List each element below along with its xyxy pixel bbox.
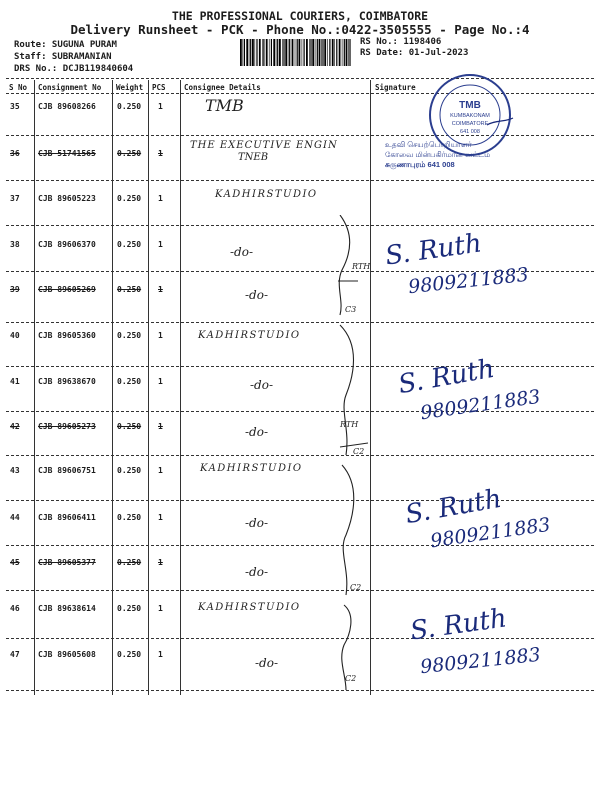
- barcode-bar: [344, 39, 345, 66]
- barcode-bar: [263, 39, 264, 66]
- barcode-bar: [249, 39, 250, 66]
- row-pcs: 1: [158, 194, 163, 203]
- handwritten-ditto: -do-: [230, 245, 254, 259]
- barcode-bar: [255, 39, 256, 66]
- barcode-bar: [250, 39, 251, 66]
- row-sno: 43: [10, 466, 20, 475]
- barcode-bar: [295, 39, 296, 66]
- barcode-bar: [279, 39, 281, 66]
- seal-city: COIMBATORE: [451, 121, 489, 127]
- row-weight: 0.250: [117, 377, 142, 386]
- col-divider: [34, 80, 35, 695]
- barcode-bar: [266, 39, 268, 66]
- row-sno: 35: [10, 102, 20, 111]
- barcode-bar: [346, 39, 348, 66]
- signature-name: S. Ruth: [403, 483, 504, 531]
- row-sno: 44: [10, 513, 20, 522]
- barcode-bar: [327, 39, 328, 66]
- signature-phone: 9809211883: [419, 385, 542, 425]
- barcode-bar: [282, 39, 283, 66]
- seal-branch: KUMBAKONAM: [450, 113, 490, 119]
- row-weight: 0.250: [117, 650, 142, 659]
- row-weight: 0.250: [117, 149, 142, 158]
- barcode-bar: [256, 39, 257, 66]
- barcode-bar: [289, 39, 290, 66]
- barcode-bar: [319, 39, 321, 66]
- row-separator: [6, 638, 594, 639]
- row-sno: 36: [10, 149, 20, 158]
- row-consignment-no: CJB 89606751: [38, 466, 96, 475]
- row-weight: 0.250: [117, 466, 142, 475]
- row-weight: 0.250: [117, 285, 142, 294]
- barcode-bar: [321, 39, 322, 66]
- row-sno: 45: [10, 558, 20, 567]
- barcode-bar: [349, 39, 350, 66]
- row-sno: 46: [10, 604, 20, 613]
- handwritten-consignee: KADHIRSTUDIO: [200, 463, 303, 474]
- row-consignment-no: CJB 89638670: [38, 377, 96, 386]
- row-consignment-no: CJB 89608266: [38, 102, 96, 111]
- col-signature: Signature: [375, 83, 416, 92]
- barcode-bar: [324, 39, 326, 66]
- barcode-bar: [329, 39, 330, 66]
- barcode-bar: [306, 39, 308, 66]
- handwritten-ditto: -do-: [245, 565, 269, 579]
- signature-phone: 9809211883: [407, 263, 530, 299]
- row-weight: 0.250: [117, 558, 142, 567]
- barcode-bar: [243, 39, 244, 66]
- tneb-stamp: [385, 140, 535, 170]
- handwritten-c2: C2: [350, 583, 362, 592]
- row-separator: [6, 455, 594, 456]
- col-divider: [148, 80, 149, 695]
- barcode-bar: [302, 39, 303, 66]
- row-consignment-no: CJB 89605223: [38, 194, 96, 203]
- barcode-bar: [246, 39, 248, 66]
- handwritten-c2: C2: [353, 447, 365, 456]
- row-consignment-no: CJB 51741565: [38, 149, 96, 158]
- barcode-bar: [322, 39, 323, 66]
- row-consignment-no: CJB 89605608: [38, 650, 96, 659]
- row-sno: 38: [10, 240, 20, 249]
- barcode-bar: [334, 39, 335, 66]
- rs-date: RS Date: 01-Jul-2023: [360, 48, 469, 58]
- route-label: Route: SUGUNA PURAM: [14, 40, 117, 50]
- col-pcs: PCS: [152, 83, 166, 92]
- row-weight: 0.250: [117, 194, 142, 203]
- row-pcs: 1: [158, 149, 163, 158]
- row-sno: 37: [10, 194, 20, 203]
- barcode-bar: [309, 39, 310, 66]
- handwritten-rth: RTH: [340, 420, 359, 429]
- row-consignment-no: CJB 89605269: [38, 285, 96, 294]
- handwritten-consignee: TMB: [205, 96, 244, 115]
- row-consignment-no: CJB 89606411: [38, 513, 96, 522]
- row-weight: 0.250: [117, 102, 142, 111]
- signature-name: S. Ruth: [383, 228, 484, 272]
- handwritten-ditto: -do-: [245, 288, 269, 302]
- company-title: THE PROFESSIONAL COURIERS, COIMBATORE: [171, 9, 429, 23]
- rs-number: RS No.: 1198406: [360, 37, 442, 47]
- row-weight: 0.250: [117, 513, 142, 522]
- barcode-bar: [269, 39, 270, 66]
- col-sno: S No: [9, 83, 28, 92]
- col-consignment: Consignment No: [38, 83, 102, 92]
- row-pcs: 1: [158, 422, 163, 431]
- barcode-bar: [310, 39, 311, 66]
- col-divider: [180, 80, 181, 695]
- signature-phone: 9809211883: [429, 513, 552, 553]
- tneb-stamp-line: கோவை மின்பகிர்மான வட்டம்: [385, 150, 491, 159]
- col-divider: [112, 80, 113, 695]
- staff-label: Staff: SUBRAMANIAN: [14, 52, 112, 62]
- barcode-bar: [252, 39, 254, 66]
- seal-tmb: TMB: [459, 100, 481, 111]
- row-separator: [6, 590, 594, 591]
- row-pcs: 1: [158, 377, 163, 386]
- handwritten-ditto: -do-: [255, 656, 279, 670]
- row-pcs: 1: [158, 650, 163, 659]
- barcode-bar: [273, 39, 275, 66]
- barcode-bar: [277, 39, 278, 66]
- handwritten-ditto: -do-: [250, 378, 274, 392]
- row-separator: [6, 180, 594, 181]
- barcode-icon: [240, 39, 352, 66]
- row-weight: 0.250: [117, 604, 142, 613]
- row-consignment-no: CJB 89605377: [38, 558, 96, 567]
- row-sno: 41: [10, 377, 20, 386]
- barcode-bar: [312, 39, 314, 66]
- row-pcs: 1: [158, 466, 163, 475]
- row-separator: [6, 500, 594, 501]
- barcode-bar: [342, 39, 343, 66]
- row-pcs: 1: [158, 240, 163, 249]
- handwritten-c2: C2: [345, 674, 357, 683]
- row-consignment-no: CJB 89606370: [38, 240, 96, 249]
- barcode-bar: [288, 39, 289, 66]
- row-pcs: 1: [158, 102, 163, 111]
- handwritten-ditto: -do-: [245, 425, 269, 439]
- handwritten-consignee: KADHIRSTUDIO: [215, 189, 318, 200]
- row-consignment-no: CJB 89638614: [38, 604, 96, 613]
- col-weight: Weight: [116, 83, 144, 92]
- row-pcs: 1: [158, 285, 163, 294]
- row-separator: [6, 690, 594, 691]
- row-pcs: 1: [158, 558, 163, 567]
- row-weight: 0.250: [117, 331, 142, 340]
- row-separator: [6, 366, 594, 367]
- barcode-bar: [348, 39, 349, 66]
- handwritten-ditto: -do-: [245, 516, 269, 530]
- row-consignment-no: CJB 89605360: [38, 331, 96, 340]
- row-sno: 47: [10, 650, 20, 659]
- runsheet-subtitle: Delivery Runsheet - PCK - Phone No.:0422-3505555 - Page No.:4: [70, 22, 530, 37]
- barcode-bar: [315, 39, 316, 66]
- barcode-bar: [240, 39, 242, 66]
- barcode-bar: [283, 39, 284, 66]
- row-sno: 39: [10, 285, 20, 294]
- signature-name: S. Ruth: [408, 603, 509, 647]
- handwritten-consignee: KADHIRSTUDIO: [198, 330, 301, 341]
- barcode-bar: [339, 39, 341, 66]
- row-consignment-no: CJB 89605273: [38, 422, 96, 431]
- barcode-bar: [276, 39, 277, 66]
- barcode-bar: [336, 39, 337, 66]
- tneb-stamp-line: உதவி செயற்பொறியாளர்: [385, 140, 472, 149]
- row-separator: [6, 322, 594, 323]
- barcode-bar: [297, 39, 298, 66]
- tneb-stamp-line: சுகுணாபுரம் 641 008: [385, 160, 455, 169]
- row-sno: 40: [10, 331, 20, 340]
- barcode-bar: [317, 39, 318, 66]
- seal-pin: 641 008: [460, 129, 480, 135]
- barcode-bar: [292, 39, 294, 66]
- signature-name: S. Ruth: [396, 353, 497, 401]
- row-weight: 0.250: [117, 240, 142, 249]
- barcode-bar: [304, 39, 305, 66]
- row-weight: 0.250: [117, 422, 142, 431]
- handwritten-consignee: THE EXECUTIVE ENGIN: [190, 140, 338, 151]
- handwritten-rth: RTH: [352, 262, 371, 271]
- barcode-bar: [271, 39, 272, 66]
- signature-phone: 9809211883: [419, 643, 542, 679]
- barcode-bar: [285, 39, 287, 66]
- drs-number: DRS No.: DCJB119840604: [14, 64, 134, 74]
- row-separator: [6, 545, 594, 546]
- row-sno: 42: [10, 422, 20, 431]
- barcode-bar: [332, 39, 334, 66]
- barcode-bar: [299, 39, 301, 66]
- col-consignee: Consignee Details: [184, 83, 261, 92]
- row-pcs: 1: [158, 331, 163, 340]
- col-divider: [370, 80, 371, 695]
- barcode-bar: [262, 39, 263, 66]
- row-separator: [6, 225, 594, 226]
- barcode-bar: [259, 39, 261, 66]
- row-pcs: 1: [158, 513, 163, 522]
- row-pcs: 1: [158, 604, 163, 613]
- handwritten-c3: C3: [345, 305, 357, 314]
- handwritten-consignee: KADHIRSTUDIO: [198, 602, 301, 613]
- barcode-bar: [244, 39, 245, 66]
- handwritten-consignee: TNEB: [238, 152, 269, 163]
